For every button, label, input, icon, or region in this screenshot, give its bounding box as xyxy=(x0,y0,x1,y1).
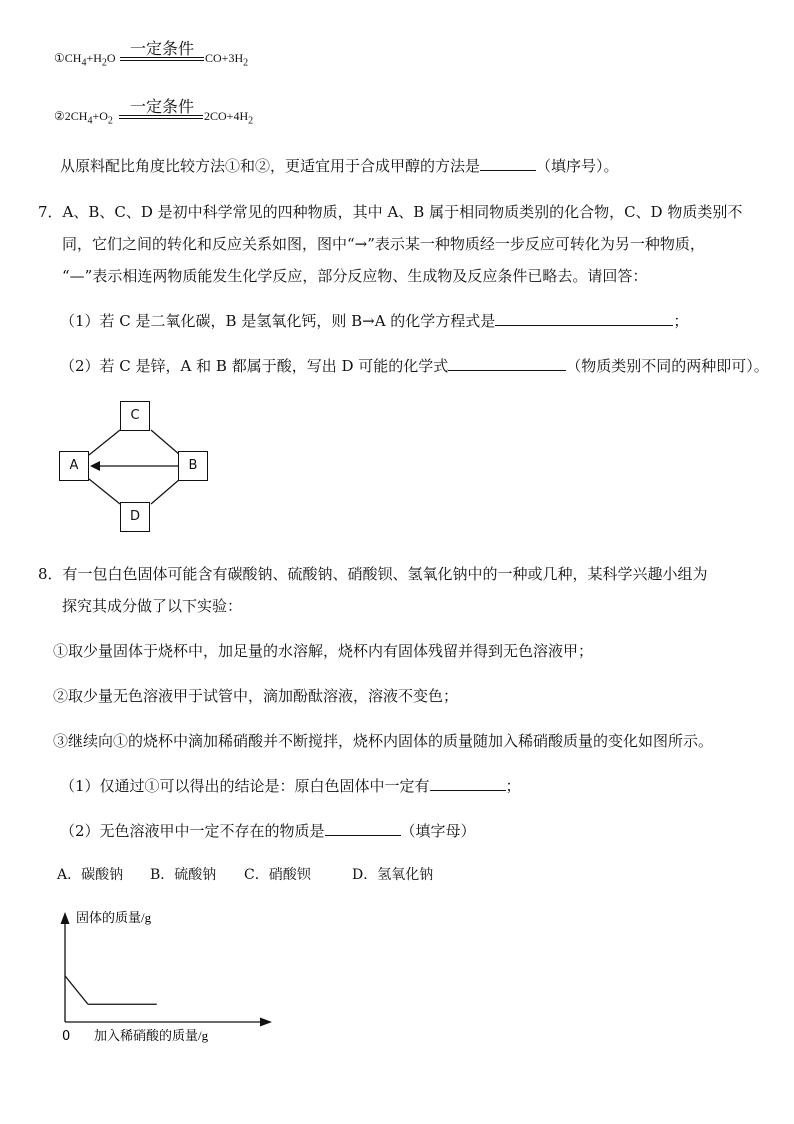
q8-part-1: （1）仅通过①可以得出的结论是：原白色固体中一定有 ； xyxy=(60,777,521,795)
x-axis-arrow xyxy=(260,1018,272,1027)
q8-option-a[interactable]: A．碳酸钠 xyxy=(57,867,124,883)
series-segment-1 xyxy=(65,976,88,1004)
eq2-condition: 一定条件 xyxy=(130,97,195,116)
q7-part-2: （2）若 C 是锌，A 和 B 都属于酸，写出 D 可能的化学式 （物质类别不同的两种即可）。 xyxy=(60,357,769,375)
edge-c-b xyxy=(151,430,180,455)
y-axis-label: 固体的质量/g xyxy=(76,910,152,926)
eq2-lhs: $②2CH_4+O_2$ xyxy=(54,109,113,127)
node-c: C xyxy=(120,401,150,431)
q7-part-1: （1）若 C 是二氧化碳，B 是氢氧化钙，则 B→A 的化学方程式是 ； xyxy=(60,312,689,330)
q8-option-c[interactable]: C．硝酸钡 xyxy=(244,867,311,883)
q7-line-3: “—”表示相连两物质能发生化学反应，部分反应物、生成物及反应条件已略去。请回答： xyxy=(62,267,648,285)
eq1-lhs: $①CH_4+H_2O$ xyxy=(54,51,116,69)
y-axis-arrow xyxy=(61,912,70,924)
q8-step-3: ③继续向①的烧杯中滴加稀硝酸并不断搅拌，烧杯内固体的质量随加入稀硝酸质量的变化如图所示。 xyxy=(53,732,714,750)
q8-step-2: ②取少量无色溶液甲于试管中，滴加酚酞溶液，溶液不变色； xyxy=(53,687,459,705)
node-d: D xyxy=(120,502,150,532)
eq1-condition: 一定条件 xyxy=(130,39,195,58)
node-a: A xyxy=(59,451,89,481)
edge-c-a xyxy=(89,430,120,455)
compare-sentence: 从原料配比角度比较方法①和②，更适宜用于合成甲醇的方法是 （填序号）。 xyxy=(60,157,619,175)
x-axis-label: 加入稀硝酸的质量/g xyxy=(94,1028,209,1044)
q8-line-1: 8．有一包白色固体可能含有碳酸钠、硫酸钠、硝酸钡、氢氧化钠中的一种或几种，某科学兴趣小组为 xyxy=(38,565,708,583)
arrow-b-to-a-head xyxy=(90,461,100,471)
edge-a-d xyxy=(89,479,120,504)
eq2-rhs: $2CO+4H_2$ xyxy=(204,109,254,127)
q8-part-2: （2）无色溶液甲中一定不存在的物质是 （填字母） xyxy=(60,822,476,840)
q8-line-2: 探究其成分做了以下实验： xyxy=(62,597,243,615)
q8-part-1-blank[interactable] xyxy=(430,789,506,791)
eq1-rhs: $CO+3H_2$ xyxy=(205,51,249,69)
q8-solid-mass-chart xyxy=(40,900,280,1050)
q8-step-1: ①取少量固体于烧杯中，加足量的水溶解，烧杯内有固体残留并得到无色溶液甲； xyxy=(53,642,594,660)
q7-line-2: 同，它们之间的转化和反应关系如图，图中“→”表示某一种物质经一步反应可转化为另一种物质， xyxy=(62,235,705,253)
edge-b-d xyxy=(151,479,180,504)
q7-line-1: 7．A、B、C、D 是初中科学常见的四种物质，其中 A、B 属于相同物质类别的化合物，C、D 物质类别不 xyxy=(38,203,743,221)
q8-part-2-blank[interactable] xyxy=(325,834,401,836)
q8-option-d[interactable]: D．氢氧化钠 xyxy=(352,867,434,883)
origin-label: 0 xyxy=(62,1029,71,1044)
node-b: B xyxy=(178,451,208,481)
q8-option-b[interactable]: B．硫酸钠 xyxy=(150,867,217,883)
series-layer xyxy=(65,976,157,1004)
